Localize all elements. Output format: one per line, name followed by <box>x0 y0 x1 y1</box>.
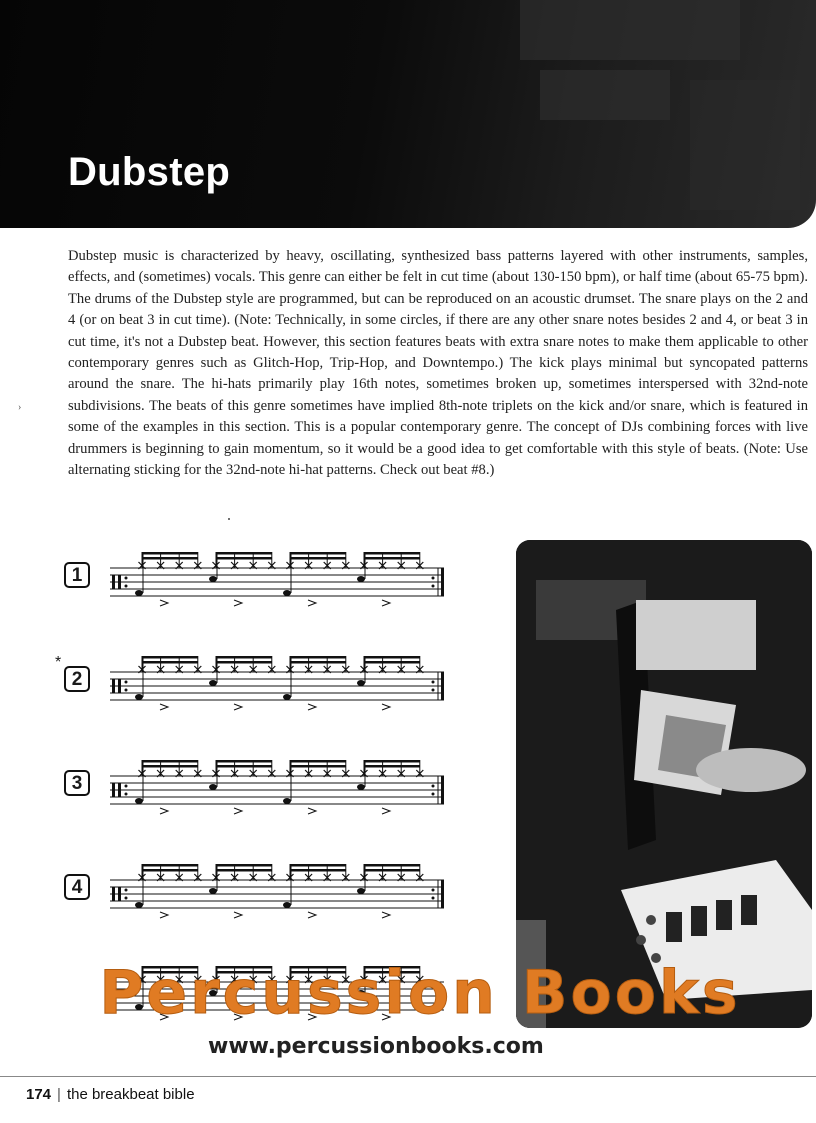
drum-notation <box>98 860 458 924</box>
watermark-brand: Percussion Books <box>99 958 741 1028</box>
watermark-url: www.percussionbooks.com <box>208 1034 544 1059</box>
beat-example-2 <box>55 652 460 716</box>
beat-number: 4 <box>64 874 90 900</box>
drum-notation <box>98 756 458 820</box>
beat-number: 3 <box>64 770 90 796</box>
margin-mark: › <box>18 402 22 413</box>
chapter-title: Dubstep <box>68 150 231 194</box>
footer-rule <box>0 1076 816 1077</box>
studio-photo-image <box>516 540 812 1028</box>
chapter-header <box>0 0 816 228</box>
page-footer <box>26 1086 195 1103</box>
intro-paragraph: Dubstep music is characterized by heavy, oscillating, synthesized bass patterns layered with other instruments, samples, effects, and (sometimes) vocals. This genre can either be felt in cut time (about 130-150 bpm), or half time (about 65-75 bpm). The drums of the Dubstep style are programmed, but can be reproduced on an acoustic drumset. The snare plays on the 2 and 4 (or on beat 3 in cut time). (Note: Technically, in some circles, if there are any other snare notes besides 2 and 4, or beat 3 in cut time, it's not a Dubstep beat. However, this section features beats with extra snare notes to make them applicable to other contemporary genres such as Glitch-Hop, Trip-Hop, and Downtempo.) The kick plays minimal but syncopated patterns around the snare. The hi-hats primarily play 16th notes, sometimes broken up, sometimes interspersed with 32nd-note subdivisions. The beats of this genre sometimes have implied 8th-note triplets on the kick and/or snare, which is featured in some of the examples in this section. This is a popular contemporary genre. The concept of DJs combining forces with live drummers is beginning to gain momentum, so it would be a good idea to get comfortable with this style of beats. (Note: Use alternating sticking for the 32nd-note hi-hat patterns. Check out beat #8.) <box>68 248 808 479</box>
beat-number: 1 <box>64 562 90 588</box>
footer-separator: | <box>57 1086 61 1103</box>
beat-example-4 <box>64 860 460 924</box>
book-title: the breakbeat bible <box>66 1086 195 1103</box>
drum-notation <box>98 548 458 612</box>
asterisk-mark: * <box>55 654 62 671</box>
studio-photo <box>516 540 812 1028</box>
stray-dot <box>228 518 230 520</box>
beat-example-1 <box>64 548 460 612</box>
beat-example-3 <box>64 756 460 820</box>
beat-number: 2 <box>64 666 90 692</box>
drum-notation <box>98 652 458 716</box>
page-number: 174 <box>26 1086 52 1103</box>
